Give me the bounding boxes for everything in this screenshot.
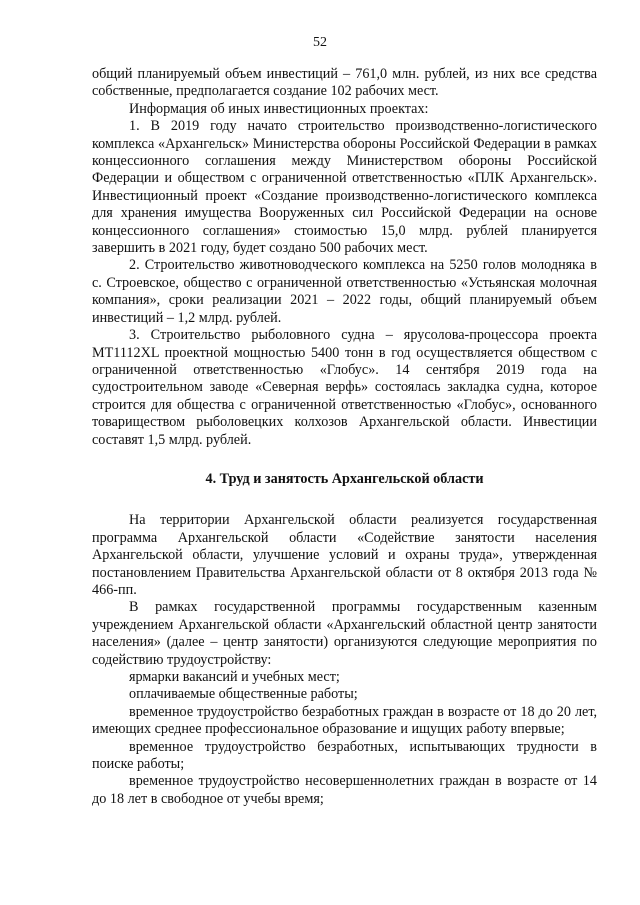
- list-item-difficult-job-seekers: временное трудоустройство безработных, испытывающих трудности в поиске работы;: [92, 738, 597, 773]
- paragraph-employment-measures-intro: В рамках государственной программы государственным казенным учреждением Архангельской области «Архангельский областной центр занятости населения» (далее – центр занятости) организуются следующие мероприятия по содействию трудоустройству:: [92, 599, 597, 668]
- paragraph-project-1: 1. В 2019 году начато строительство производственно-логистического комплекса «Архангельск» Министерства обороны Российской Федерации в рамках концессионного соглашения между Министерством обороны Российской Федерации и обществом с ограниченной ответственностью «ПЛК Архангельск». Инвестиционный проект «Создание производственно-логистического комплекса для хранения имущества Вооруженных сил Российской Федерации на основе концессионного соглашения» стоимостью 15,0 млрд. рублей планируется завершить в 2021 году, будет создано 500 рабочих мест.: [92, 118, 597, 257]
- paragraph-other-projects-intro: Информация об иных инвестиционных проектах:: [129, 100, 429, 117]
- paragraph-state-program: На территории Архангельской области реализуется государственная программа Архангельской области «Содействие занятости населения Архангельской области, улучшение условий и охраны труда», утвержденная постановлением Правительства Архангельской области от 8 октября 2013 года № 466-пп.: [92, 512, 597, 598]
- list-item-public-works: оплачиваемые общественные работы;: [129, 686, 358, 703]
- list-item-minors: временное трудоустройство несовершеннолетних граждан в возрасте от 14 до 18 лет в свободное от учебы время;: [92, 773, 597, 807]
- list-item-job-fairs: ярмарки вакансий и учебных мест;: [129, 669, 340, 685]
- paragraph-project-3: 3. Строительство рыболовного судна – ярусолова-процессора проекта MT1112XL проектной мощностью 5400 тонн в год осуществляется обществом с ограниченной ответственностью «Глобус». 14 сентября 2019 года на судостроительном заводе «Северная верфь» состоялась закладка судна, которое строится для общества с ограниченной ответственностью «Глобус», основанного товариществом рыболовецких колхозов Архангельской области. Инвестиции составят 1,5 млрд. рублей.: [92, 327, 597, 448]
- paragraph-investment-total: общий планируемый объем инвестиций – 761,0 млн. рублей, из них все средства собственные, предполагается создание 102 рабочих мест.: [92, 66, 597, 100]
- page-number: 52: [313, 35, 327, 50]
- page-body: [92, 66, 597, 808]
- section-heading: 4. Труд и занятость Архангельской области: [205, 470, 484, 487]
- list-item-young-graduates: временное трудоустройство безработных граждан в возрасте от 18 до 20 лет, имеющих среднее профессиональное образование и ищущих работу впервые;: [92, 703, 597, 738]
- paragraph-project-2: 2. Строительство животноводческого комплекса на 5250 голов молодняка в с. Строевское, общество с ограниченной ответственностью «Устьянская молочная компания», сроки реализации 2021 – 2022 годы, общий планируемый объем инвестиций – 1,2 млрд. рублей.: [92, 257, 597, 326]
